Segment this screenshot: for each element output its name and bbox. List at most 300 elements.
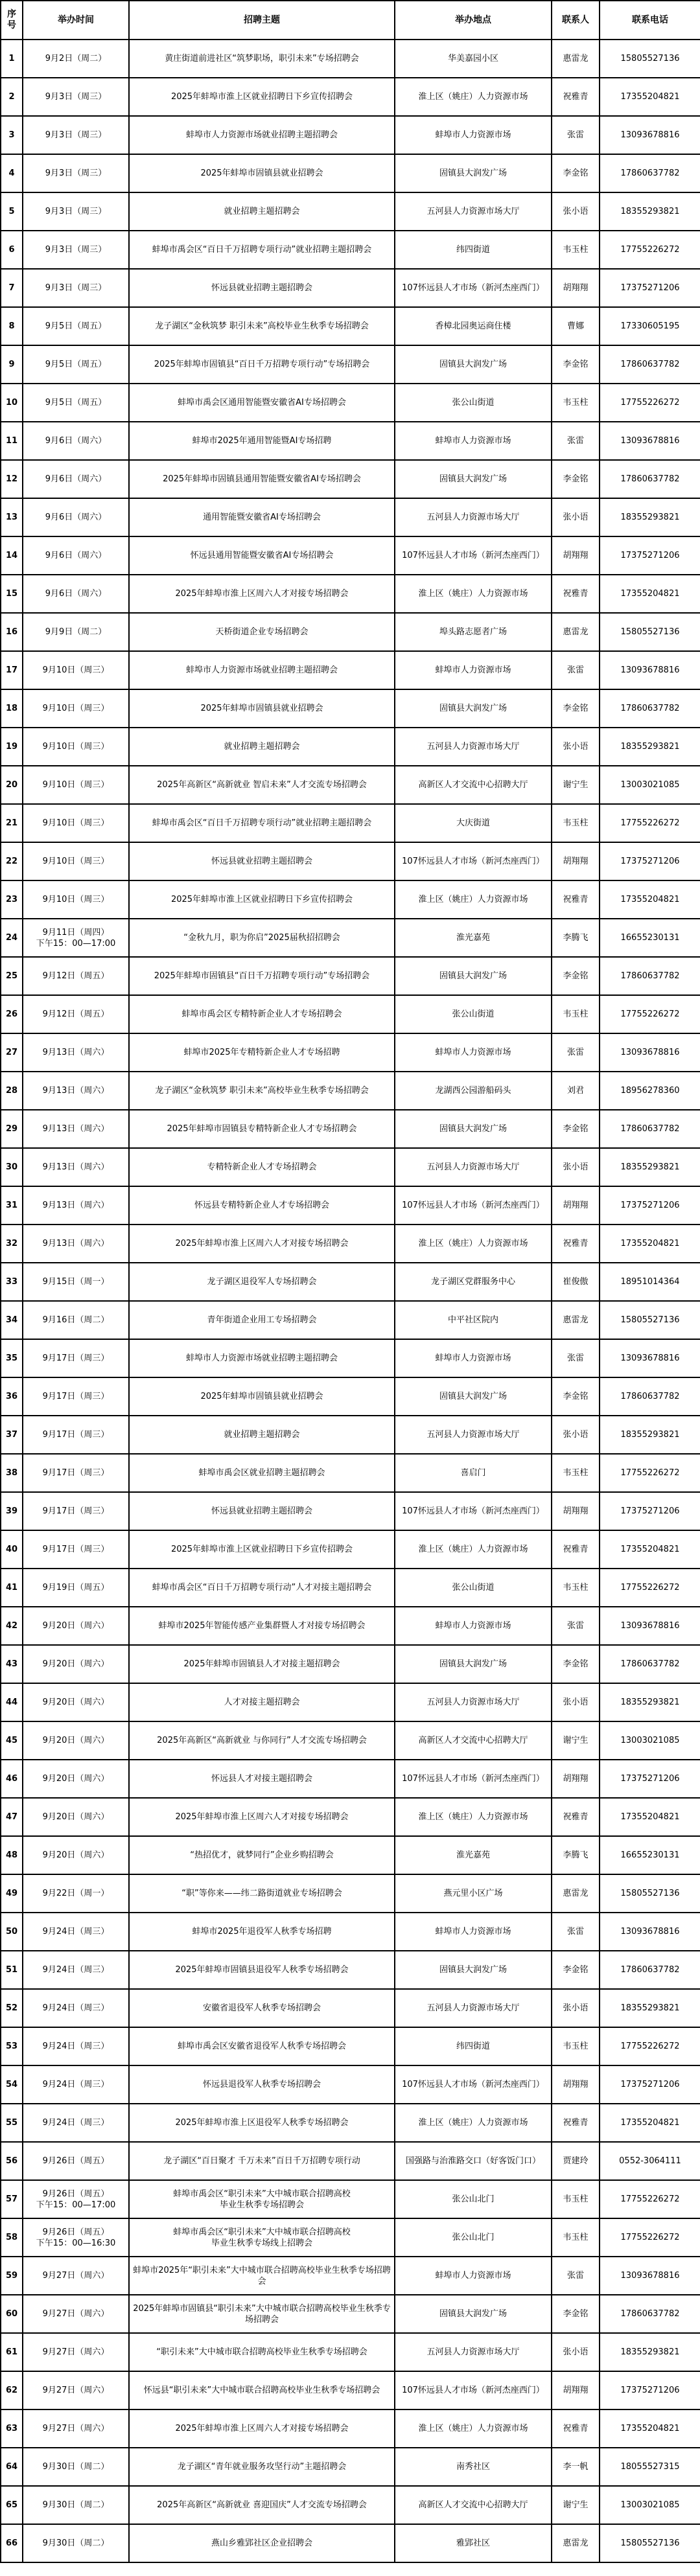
row-index: 5 (1, 192, 23, 231)
table-row (1, 116, 700, 154)
row-contact: 祝雅青 (552, 1798, 600, 1836)
row-time: 9月9日（周二） (23, 613, 129, 651)
row-time: 9月26日（周五） (23, 2142, 129, 2180)
row-location: 蚌埠市人力资源市场 (395, 116, 552, 154)
row-contact: 韦玉柱 (552, 995, 600, 1033)
row-time: 9月24日（周三） (23, 1951, 129, 1989)
row-index: 61 (1, 2333, 23, 2371)
row-index: 18 (1, 689, 23, 728)
row-time: 9月27日（周六） (23, 2257, 129, 2295)
row-index: 54 (1, 2065, 23, 2104)
row-theme: 蚌埠市2025年退役军人秋季专场招聘 (129, 1913, 395, 1951)
row-location: 蚌埠市人力资源市场 (395, 1913, 552, 1951)
row-index: 3 (1, 116, 23, 154)
row-phone: 17375271206 (600, 2065, 700, 2104)
row-index: 25 (1, 957, 23, 995)
table-row (1, 422, 700, 460)
row-phone: 17375271206 (600, 842, 700, 880)
row-phone: 0552-3064111 (600, 2142, 700, 2180)
row-theme: 天桥街道企业专场招聘会 (129, 613, 395, 651)
row-time: 9月17日（周三） (23, 1454, 129, 1492)
table-row (1, 1913, 700, 1951)
row-location: 固镇县大润发广场 (395, 1645, 552, 1683)
row-contact: 李腾飞 (552, 919, 600, 957)
row-contact: 张雷 (552, 422, 600, 460)
row-time: 9月19日（周五） (23, 1569, 129, 1607)
row-index: 9 (1, 345, 23, 384)
row-contact: 祝雅青 (552, 2409, 600, 2448)
row-theme: 2025年蚌埠市淮上区就业招聘日下乡宣传招聘会 (129, 78, 395, 116)
row-time: 9月5日（周五） (23, 345, 129, 384)
row-location: 香樟北园奥运商住楼 (395, 307, 552, 345)
row-time: 9月24日（周三） (23, 1989, 129, 2027)
row-contact: 祝雅青 (552, 880, 600, 919)
row-contact: 韦玉柱 (552, 1569, 600, 1607)
row-location: 淮上区（姚庄）人力资源市场 (395, 1225, 552, 1263)
row-time: 9月3日（周三） (23, 231, 129, 269)
row-contact: 张雷 (552, 116, 600, 154)
row-location: 107怀远县人才市场（新河杰座西门） (395, 842, 552, 880)
row-location: 淮上区（姚庄）人力资源市场 (395, 1798, 552, 1836)
row-phone: 17375271206 (600, 1760, 700, 1798)
row-index: 35 (1, 1339, 23, 1377)
row-location: 107怀远县人才市场（新河杰座西门） (395, 1760, 552, 1798)
row-time: 9月22日（周一） (23, 1874, 129, 1913)
row-time: 9月30日（周二） (23, 2524, 129, 2562)
row-theme: 蚌埠市2025年智能传感产业集群暨人才对接专场招聘会 (129, 1607, 395, 1645)
table-row (1, 2218, 700, 2257)
row-contact: 张雷 (552, 1339, 600, 1377)
table-row (1, 1721, 700, 1760)
row-index: 45 (1, 1721, 23, 1760)
row-theme: 2025年蚌埠市固镇县“百日千万招聘专项行动”专场招聘会 (129, 345, 395, 384)
row-location: 大庆街道 (395, 804, 552, 842)
row-index: 17 (1, 651, 23, 689)
row-index: 21 (1, 804, 23, 842)
table-row (1, 1760, 700, 1798)
row-index: 44 (1, 1683, 23, 1721)
row-phone: 17755226272 (600, 2218, 700, 2257)
row-contact: 贾建玲 (552, 2142, 600, 2180)
row-time: 9月27日（周六） (23, 2333, 129, 2371)
row-location: 淮上区（姚庄）人力资源市场 (395, 78, 552, 116)
row-time: 9月13日（周六） (23, 1110, 129, 1148)
row-phone: 17355204821 (600, 78, 700, 116)
row-phone: 17355204821 (600, 1225, 700, 1263)
table-row (1, 651, 700, 689)
row-location: 喜启门 (395, 1454, 552, 1492)
table-row (1, 269, 700, 307)
row-time: 9月27日（周六） (23, 2295, 129, 2333)
row-time: 9月24日（周三） (23, 2027, 129, 2065)
row-location: 南秀社区 (395, 2448, 552, 2486)
row-theme: 蚌埠市禹会区“职引未来”大中城市联合招聘高校 毕业生秋季专场招聘会 (129, 2180, 395, 2218)
row-phone: 13093678816 (600, 116, 700, 154)
row-location: 五河县人力资源市场大厅 (395, 728, 552, 766)
table-row (1, 1225, 700, 1263)
row-phone: 17355204821 (600, 880, 700, 919)
row-index: 43 (1, 1645, 23, 1683)
row-theme: 2025年高新区“高新就业 智启未来”人才交流专场招聘会 (129, 766, 395, 804)
row-phone: 13093678816 (600, 422, 700, 460)
row-location: 雅郢社区 (395, 2524, 552, 2562)
row-theme: 就业招聘主题招聘会 (129, 728, 395, 766)
row-location: 高新区人才交流中心招聘大厅 (395, 2486, 552, 2524)
row-time: 9月10日（周三） (23, 766, 129, 804)
row-index: 53 (1, 2027, 23, 2065)
row-theme: 2025年蚌埠市固镇县人才对接主题招聘会 (129, 1645, 395, 1683)
row-theme: 怀远县通用智能暨安徽省AI专场招聘会 (129, 536, 395, 575)
row-phone: 17860637782 (600, 154, 700, 192)
row-phone: 16655230131 (600, 919, 700, 957)
row-theme: 2025年蚌埠市淮上区就业招聘日下乡宣传招聘会 (129, 1530, 395, 1569)
row-contact: 祝雅青 (552, 2104, 600, 2142)
row-time: 9月13日（周六） (23, 1033, 129, 1072)
row-theme: 2025年蚌埠市固镇县通用智能暨安徽省AI专场招聘会 (129, 460, 395, 498)
row-phone: 17755226272 (600, 2027, 700, 2065)
row-contact: 李金铭 (552, 345, 600, 384)
row-index: 14 (1, 536, 23, 575)
row-contact: 韦玉柱 (552, 2218, 600, 2257)
row-index: 39 (1, 1492, 23, 1530)
row-index: 40 (1, 1530, 23, 1569)
row-time: 9月6日（周六） (23, 536, 129, 575)
row-phone: 13003021085 (600, 2486, 700, 2524)
row-time: 9月20日（周六） (23, 1607, 129, 1645)
row-time: 9月15日（周一） (23, 1263, 129, 1301)
row-phone: 15805527136 (600, 1301, 700, 1339)
row-phone: 17860637782 (600, 2295, 700, 2333)
row-time: 9月13日（周六） (23, 1186, 129, 1225)
row-phone: 16655230131 (600, 1836, 700, 1874)
table-row (1, 2142, 700, 2180)
row-time: 9月20日（周六） (23, 1760, 129, 1798)
row-theme: 蚌埠市2025年通用智能暨AI专场招聘 (129, 422, 395, 460)
row-time: 9月6日（周六） (23, 460, 129, 498)
table-row (1, 957, 700, 995)
row-index: 34 (1, 1301, 23, 1339)
row-contact: 张雷 (552, 2257, 600, 2295)
row-index: 29 (1, 1110, 23, 1148)
row-location: 蚌埠市人力资源市场 (395, 651, 552, 689)
row-theme: 就业招聘主题招聘会 (129, 1416, 395, 1454)
row-location: 固镇县大润发广场 (395, 1951, 552, 1989)
table-row (1, 2257, 700, 2295)
row-time: 9月6日（周六） (23, 575, 129, 613)
table-row (1, 766, 700, 804)
row-time: 9月20日（周六） (23, 1683, 129, 1721)
row-contact: 张小语 (552, 1989, 600, 2027)
row-index: 20 (1, 766, 23, 804)
row-theme: 人才对接主题招聘会 (129, 1683, 395, 1721)
row-phone: 17860637782 (600, 689, 700, 728)
row-contact: 祝雅青 (552, 78, 600, 116)
row-phone: 17755226272 (600, 384, 700, 422)
row-theme: 蚌埠市人力资源市场就业招聘主题招聘会 (129, 1339, 395, 1377)
row-location: 107怀远县人才市场（新河杰座西门） (395, 2065, 552, 2104)
row-contact: 胡翔翔 (552, 1186, 600, 1225)
row-phone: 17375271206 (600, 269, 700, 307)
table-row (1, 536, 700, 575)
row-location: 蚌埠市人力资源市场 (395, 2257, 552, 2295)
header-theme: 招聘主题 (129, 1, 395, 40)
row-phone: 17860637782 (600, 957, 700, 995)
row-location: 高新区人才交流中心招聘大厅 (395, 1721, 552, 1760)
row-time: 9月13日（周六） (23, 1148, 129, 1186)
row-phone: 17355204821 (600, 2104, 700, 2142)
row-theme: 龙子湖区“金秋筑梦 职引未来”高校毕业生秋季专场招聘会 (129, 1072, 395, 1110)
header-location: 举办地点 (395, 1, 552, 40)
table-row (1, 804, 700, 842)
row-location: 张公山街道 (395, 995, 552, 1033)
row-location: 五河县人力资源市场大厅 (395, 192, 552, 231)
row-theme: 蚌埠市人力资源市场就业招聘主题招聘会 (129, 651, 395, 689)
row-theme: 怀远县就业招聘主题招聘会 (129, 842, 395, 880)
row-index: 58 (1, 2218, 23, 2257)
row-phone: 18355293821 (600, 2333, 700, 2371)
row-location: 107怀远县人才市场（新河杰座西门） (395, 269, 552, 307)
row-phone: 15805527136 (600, 40, 700, 78)
table-row (1, 1072, 700, 1110)
row-contact: 李金铭 (552, 2295, 600, 2333)
row-contact: 李一帆 (552, 2448, 600, 2486)
table-row (1, 192, 700, 231)
row-theme: 2025年蚌埠市固镇县就业招聘会 (129, 1377, 395, 1416)
row-location: 固镇县大润发广场 (395, 154, 552, 192)
table-row (1, 1033, 700, 1072)
row-time: 9月24日（周三） (23, 1913, 129, 1951)
row-time: 9月6日（周六） (23, 498, 129, 536)
table-row (1, 1645, 700, 1683)
table-row (1, 2333, 700, 2371)
row-theme: 2025年蚌埠市淮上区退役军人秋季专场招聘会 (129, 2104, 395, 2142)
row-phone: 15805527136 (600, 2524, 700, 2562)
table-row (1, 1377, 700, 1416)
row-time: 9月20日（周六） (23, 1798, 129, 1836)
row-index: 12 (1, 460, 23, 498)
row-contact: 张雷 (552, 1607, 600, 1645)
row-location: 淮上区（姚庄）人力资源市场 (395, 1530, 552, 1569)
row-theme: 龙子湖区“青年就业服务攻坚行动”主题招聘会 (129, 2448, 395, 2486)
row-theme: 龙子湖区退役军人专场招聘会 (129, 1263, 395, 1301)
table-row (1, 2180, 700, 2218)
row-index: 28 (1, 1072, 23, 1110)
row-contact: 李金铭 (552, 1645, 600, 1683)
row-index: 62 (1, 2371, 23, 2409)
row-index: 59 (1, 2257, 23, 2295)
row-location: 中平社区院内 (395, 1301, 552, 1339)
header-phone: 联系电话 (600, 1, 700, 40)
row-index: 31 (1, 1186, 23, 1225)
row-location: 淮上区（姚庄）人力资源市场 (395, 2104, 552, 2142)
row-phone: 17755226272 (600, 1569, 700, 1607)
table-row (1, 919, 700, 957)
row-time: 9月17日（周三） (23, 1492, 129, 1530)
row-time: 9月5日（周五） (23, 384, 129, 422)
row-phone: 17860637782 (600, 345, 700, 384)
row-time: 9月20日（周六） (23, 1721, 129, 1760)
row-contact: 张雷 (552, 651, 600, 689)
row-time: 9月24日（周三） (23, 2104, 129, 2142)
row-phone: 17375271206 (600, 1492, 700, 1530)
row-index: 32 (1, 1225, 23, 1263)
row-phone: 17755226272 (600, 1454, 700, 1492)
row-index: 60 (1, 2295, 23, 2333)
row-contact: 李金铭 (552, 1951, 600, 1989)
table-row (1, 1607, 700, 1645)
row-contact: 张小语 (552, 728, 600, 766)
row-theme: 蚌埠市禹会区“职引未来”大中城市联合招聘高校 毕业生秋季专场线上招聘会 (129, 2218, 395, 2257)
header-contact: 联系人 (552, 1, 600, 40)
row-index: 16 (1, 613, 23, 651)
table-row (1, 1530, 700, 1569)
row-theme: 蚌埠市禹会区安徽省退役军人秋季专场招聘会 (129, 2027, 395, 2065)
row-theme: “职引未来”大中城市联合招聘高校毕业生秋季专场招聘会 (129, 2333, 395, 2371)
row-time: 9月3日（周三） (23, 78, 129, 116)
row-index: 26 (1, 995, 23, 1033)
row-theme: 安徽省退役军人秋季专场招聘会 (129, 1989, 395, 2027)
row-time: 9月3日（周三） (23, 192, 129, 231)
row-location: 蚌埠市人力资源市场 (395, 1607, 552, 1645)
row-location: 固镇县大润发广场 (395, 345, 552, 384)
row-phone: 18355293821 (600, 728, 700, 766)
row-index: 42 (1, 1607, 23, 1645)
row-phone: 15805527136 (600, 1874, 700, 1913)
row-index: 7 (1, 269, 23, 307)
row-contact: 祝雅青 (552, 1530, 600, 1569)
row-phone: 17330605195 (600, 307, 700, 345)
row-location: 107怀远县人才市场（新河杰座西门） (395, 2371, 552, 2409)
table-row (1, 1416, 700, 1454)
row-theme: 蚌埠市禹会区“百日千万招聘专项行动”人才对接主题招聘会 (129, 1569, 395, 1607)
table-row (1, 154, 700, 192)
table-row (1, 307, 700, 345)
row-index: 8 (1, 307, 23, 345)
row-index: 65 (1, 2486, 23, 2524)
row-phone: 17355204821 (600, 2409, 700, 2448)
row-location: 淮上区（姚庄）人力资源市场 (395, 2409, 552, 2448)
table-row (1, 613, 700, 651)
row-phone: 17375271206 (600, 536, 700, 575)
row-phone: 15805527136 (600, 613, 700, 651)
row-phone: 18956278360 (600, 1072, 700, 1110)
row-index: 49 (1, 1874, 23, 1913)
row-time: 9月17日（周三） (23, 1377, 129, 1416)
row-time: 9月27日（周六） (23, 2409, 129, 2448)
row-index: 13 (1, 498, 23, 536)
row-theme: 蚌埠市2025年专精特新企业人才专场招聘 (129, 1033, 395, 1072)
row-phone: 18355293821 (600, 1683, 700, 1721)
row-location: 固镇县大润发广场 (395, 1377, 552, 1416)
row-location: 五河县人力资源市场大厅 (395, 2333, 552, 2371)
row-location: 张公山北门 (395, 2218, 552, 2257)
row-location: 张公山北门 (395, 2180, 552, 2218)
row-contact: 李金铭 (552, 1110, 600, 1148)
row-contact: 张小语 (552, 1416, 600, 1454)
row-index: 23 (1, 880, 23, 919)
row-time: 9月3日（周三） (23, 116, 129, 154)
table-row (1, 1339, 700, 1377)
row-theme: 蚌埠市人力资源市场就业招聘主题招聘会 (129, 116, 395, 154)
row-contact: 崔俊傲 (552, 1263, 600, 1301)
row-theme: 龙子湖区“百日聚才 千万未来”百日千万招聘专项行动 (129, 2142, 395, 2180)
row-contact: 张小语 (552, 1683, 600, 1721)
row-contact: 谢宁生 (552, 2486, 600, 2524)
row-theme: 2025年蚌埠市固镇县“职引未来”大中城市联合招聘高校毕业生秋季专场招聘会 (129, 2295, 395, 2333)
row-contact: 谢宁生 (552, 1721, 600, 1760)
row-theme: 怀远县“职引未来”大中城市联合招聘高校毕业生秋季专场招聘会 (129, 2371, 395, 2409)
row-time: 9月16日（周二） (23, 1301, 129, 1339)
row-time: 9月3日（周三） (23, 154, 129, 192)
table-row (1, 2409, 700, 2448)
row-location: 固镇县大润发广场 (395, 689, 552, 728)
row-phone: 13093678816 (600, 1339, 700, 1377)
table-row (1, 1836, 700, 1874)
row-contact: 胡翔翔 (552, 269, 600, 307)
table-row (1, 842, 700, 880)
row-location: 华美嘉园小区 (395, 40, 552, 78)
row-theme: “金秋九月，职为你启”2025届秋招招聘会 (129, 919, 395, 957)
row-index: 27 (1, 1033, 23, 1072)
row-phone: 17355204821 (600, 1530, 700, 1569)
row-contact: 刘君 (552, 1072, 600, 1110)
row-time: 9月30日（周二） (23, 2448, 129, 2486)
row-index: 22 (1, 842, 23, 880)
row-theme: 怀远县就业招聘主题招聘会 (129, 1492, 395, 1530)
table-row (1, 995, 700, 1033)
row-location: 淮上区（姚庄）人力资源市场 (395, 575, 552, 613)
row-location: 固镇县大润发广场 (395, 2295, 552, 2333)
row-location: 五河县人力资源市场大厅 (395, 498, 552, 536)
table-header-row (1, 1, 700, 40)
row-index: 2 (1, 78, 23, 116)
row-contact: 曹娜 (552, 307, 600, 345)
table-row (1, 2486, 700, 2524)
row-contact: 胡翔翔 (552, 1492, 600, 1530)
table-row (1, 2448, 700, 2486)
row-index: 57 (1, 2180, 23, 2218)
row-location: 国强路与治淮路交口（好客饭门口） (395, 2142, 552, 2180)
row-theme: 蚌埠市禹会区就业招聘主题招聘会 (129, 1454, 395, 1492)
row-location: 纬四街道 (395, 231, 552, 269)
row-phone: 18355293821 (600, 498, 700, 536)
row-time: 9月20日（周六） (23, 1836, 129, 1874)
row-phone: 17755226272 (600, 2180, 700, 2218)
row-index: 33 (1, 1263, 23, 1301)
row-contact: 张雷 (552, 1033, 600, 1072)
row-theme: 专精特新企业人才专场招聘会 (129, 1148, 395, 1186)
row-index: 19 (1, 728, 23, 766)
row-location: 五河县人力资源市场大厅 (395, 1148, 552, 1186)
row-phone: 13093678816 (600, 1607, 700, 1645)
row-time: 9月10日（周三） (23, 651, 129, 689)
row-contact: 胡翔翔 (552, 1760, 600, 1798)
row-contact: 李腾飞 (552, 1836, 600, 1874)
row-contact: 胡翔翔 (552, 2065, 600, 2104)
row-contact: 李金铭 (552, 689, 600, 728)
row-theme: 2025年蚌埠市淮上区周六人才对接专场招聘会 (129, 2409, 395, 2448)
row-time: 9月17日（周三） (23, 1339, 129, 1377)
table-row (1, 2065, 700, 2104)
row-location: 淮光嘉苑 (395, 919, 552, 957)
row-theme: 2025年蚌埠市固镇县就业招聘会 (129, 689, 395, 728)
row-theme: “职”等你来——纬二路街道就业专场招聘会 (129, 1874, 395, 1913)
row-location: 高新区人才交流中心招聘大厅 (395, 766, 552, 804)
row-phone: 18355293821 (600, 1416, 700, 1454)
table-row (1, 1798, 700, 1836)
row-contact: 李金铭 (552, 1377, 600, 1416)
table-row (1, 1989, 700, 2027)
